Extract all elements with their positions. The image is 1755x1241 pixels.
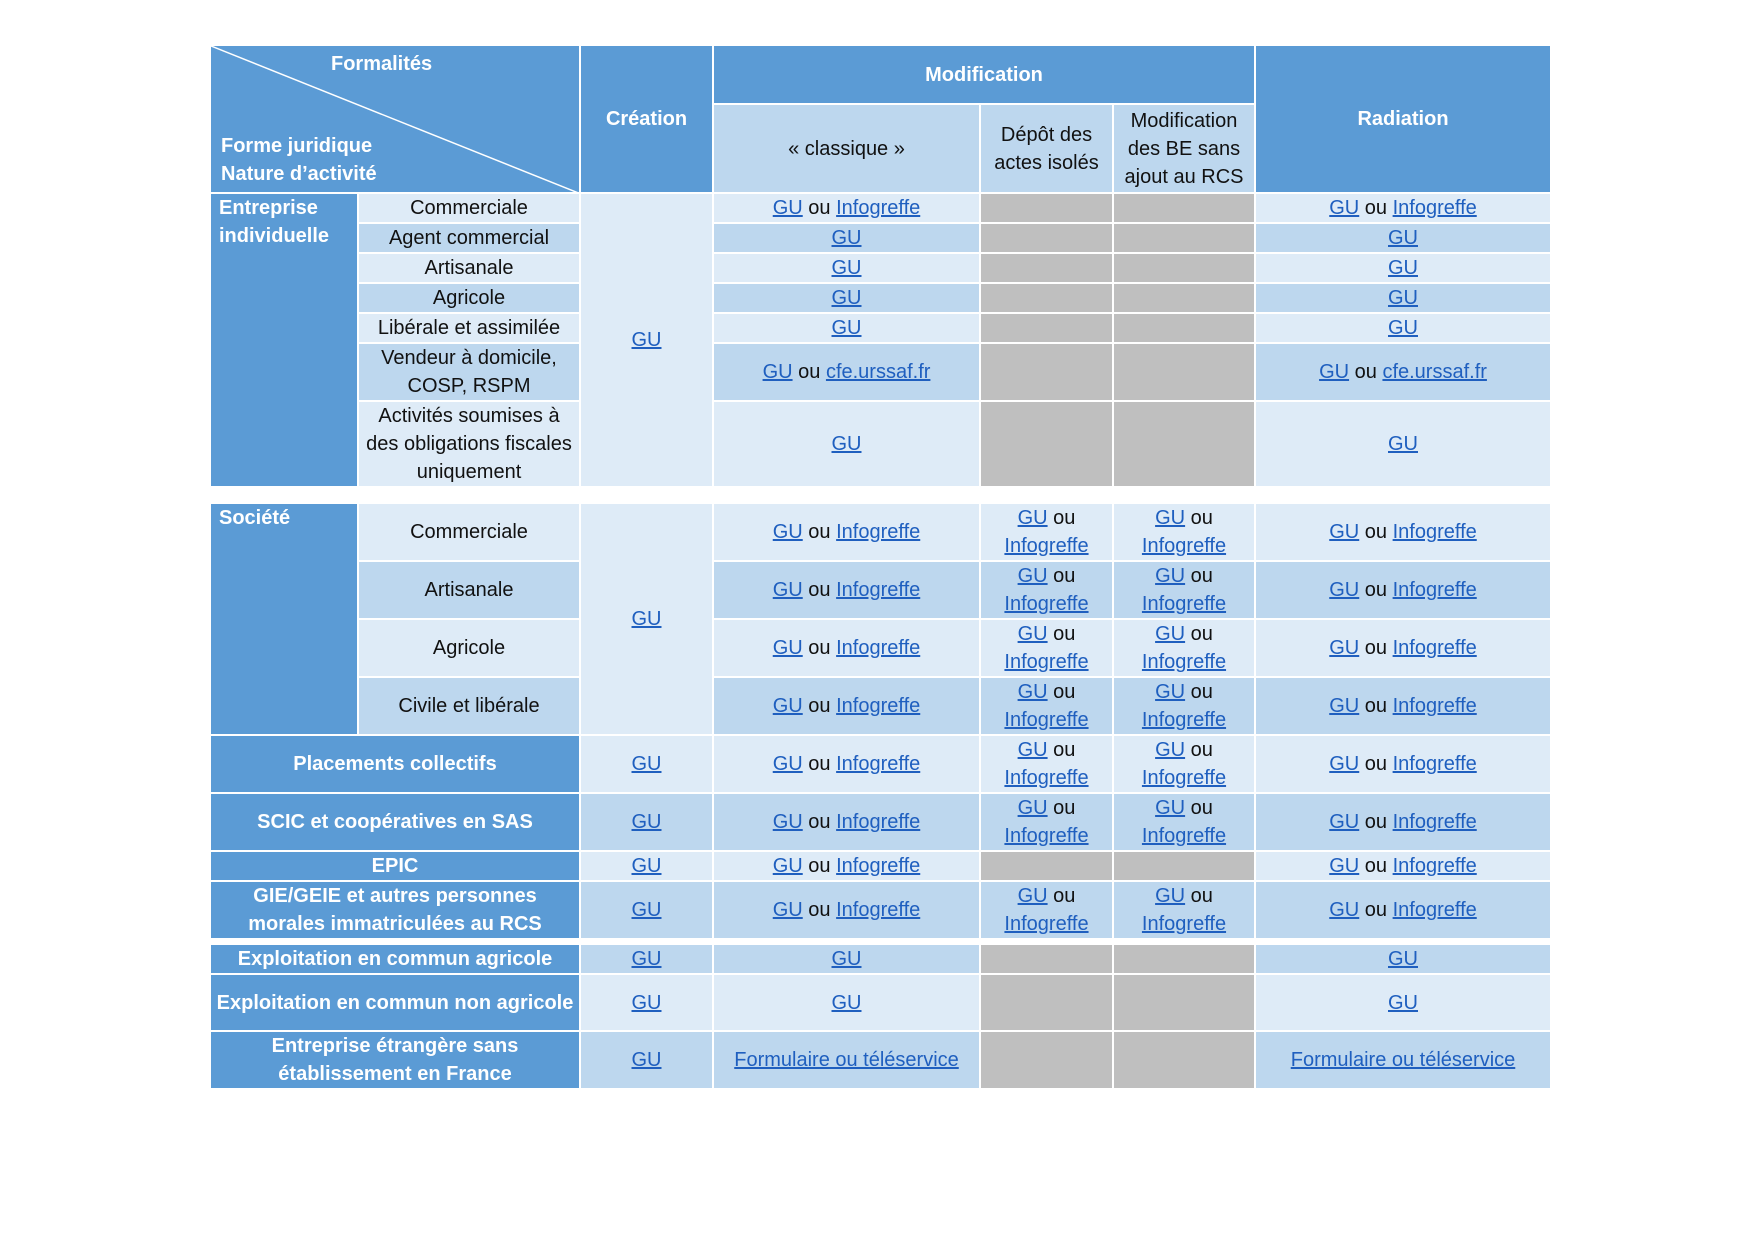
or-text: ou bbox=[808, 899, 831, 921]
classique-cell bbox=[713, 793, 980, 851]
header-nature-activite: Nature d’activité bbox=[221, 163, 377, 185]
creation-cell bbox=[580, 735, 713, 793]
infogreffe-link[interactable]: Infogreffe bbox=[1004, 535, 1089, 557]
row-label: Commerciale bbox=[358, 503, 580, 561]
gu-link[interactable]: GU bbox=[1329, 637, 1360, 659]
gu-link[interactable]: GU bbox=[772, 811, 803, 833]
or-text: ou bbox=[1364, 899, 1388, 921]
or-text: ou bbox=[1364, 521, 1388, 543]
classique-cell bbox=[713, 851, 980, 881]
gu-link[interactable]: GU bbox=[831, 433, 862, 455]
cfe-link[interactable]: cfe.urssaf.fr bbox=[1382, 361, 1487, 383]
radiation-cell bbox=[1255, 343, 1551, 401]
gu-link[interactable]: GU bbox=[1388, 227, 1418, 249]
infogreffe-link[interactable]: Infogreffe bbox=[1392, 855, 1477, 877]
header-modification: Modification bbox=[713, 45, 1255, 104]
creation-cell bbox=[580, 503, 713, 735]
infogreffe-link[interactable]: Infogreffe bbox=[1392, 521, 1477, 543]
creation-cell bbox=[580, 974, 713, 1031]
classique-cell bbox=[713, 677, 980, 735]
or-text: ou bbox=[1053, 739, 1076, 761]
or-text: ou bbox=[808, 855, 831, 877]
gu-link[interactable]: GU bbox=[772, 899, 803, 921]
gu-link[interactable]: GU bbox=[772, 637, 803, 659]
classique-cell bbox=[713, 735, 980, 793]
modif-be-cell bbox=[1113, 619, 1255, 677]
empty-cell bbox=[980, 851, 1113, 881]
modif-be-cell bbox=[1113, 561, 1255, 619]
or-text: ou bbox=[808, 579, 831, 601]
gu-link[interactable]: GU bbox=[1329, 811, 1360, 833]
infogreffe-link[interactable]: Infogreffe bbox=[1392, 899, 1477, 921]
empty-cell bbox=[1113, 944, 1255, 974]
creation-cell bbox=[580, 881, 713, 939]
empty-cell bbox=[1113, 193, 1255, 223]
gu-link[interactable]: GU bbox=[1155, 797, 1186, 819]
empty-cell bbox=[1113, 401, 1255, 487]
radiation-cell bbox=[1255, 401, 1551, 487]
or-text: ou bbox=[808, 521, 831, 543]
or-text: ou bbox=[808, 197, 831, 219]
or-text: ou bbox=[1364, 637, 1388, 659]
radiation-cell bbox=[1255, 561, 1551, 619]
empty-cell bbox=[980, 283, 1113, 313]
gu-link[interactable]: GU bbox=[1388, 287, 1418, 309]
empty-cell bbox=[1113, 313, 1255, 343]
or-text: ou bbox=[808, 811, 831, 833]
or-text: ou bbox=[1190, 797, 1213, 819]
or-text: ou bbox=[1053, 565, 1076, 587]
radiation-cell bbox=[1255, 619, 1551, 677]
radiation-cell bbox=[1255, 793, 1551, 851]
classique-cell bbox=[713, 283, 980, 313]
empty-cell bbox=[980, 401, 1113, 487]
gu-link[interactable]: GU bbox=[1155, 565, 1186, 587]
gu-link[interactable]: GU bbox=[772, 521, 803, 543]
gu-link[interactable]: GU bbox=[1388, 317, 1418, 339]
infogreffe-link[interactable]: Infogreffe bbox=[836, 695, 921, 717]
row-label: Libérale et assimilée bbox=[358, 313, 580, 343]
row-header-entreprise-etrangere: Entreprise étrangère sans établissement en France bbox=[210, 1031, 580, 1089]
infogreffe-link[interactable]: Infogreffe bbox=[836, 753, 921, 775]
radiation-cell bbox=[1255, 253, 1551, 283]
classique-cell bbox=[713, 313, 980, 343]
depot-cell bbox=[980, 561, 1113, 619]
infogreffe-link[interactable]: Infogreffe bbox=[836, 811, 921, 833]
radiation-cell bbox=[1255, 193, 1551, 223]
formulaire-link[interactable]: Formulaire ou téléservice bbox=[734, 1049, 959, 1071]
infogreffe-link[interactable]: Infogreffe bbox=[836, 521, 921, 543]
or-text: ou bbox=[1364, 753, 1388, 775]
empty-cell bbox=[980, 1031, 1113, 1089]
or-text: ou bbox=[1364, 197, 1388, 219]
classique-cell bbox=[713, 401, 980, 487]
depot-cell bbox=[980, 677, 1113, 735]
radiation-cell bbox=[1255, 283, 1551, 313]
header-classique: « classique » bbox=[713, 104, 980, 193]
classique-cell bbox=[713, 881, 980, 939]
or-text: ou bbox=[1354, 361, 1377, 383]
gu-link[interactable]: GU bbox=[772, 197, 803, 219]
modif-be-cell bbox=[1113, 881, 1255, 939]
or-text: ou bbox=[1053, 885, 1076, 907]
row-header-exploitation-agricole: Exploitation en commun agricole bbox=[210, 944, 580, 974]
gu-link[interactable]: GU bbox=[1329, 197, 1360, 219]
or-text: ou bbox=[1053, 681, 1076, 703]
gu-link[interactable]: GU bbox=[631, 855, 662, 877]
row-header-gie: GIE/GEIE et autres personnes morales immatriculées au RCS bbox=[210, 881, 580, 939]
classique-cell bbox=[713, 619, 980, 677]
infogreffe-link[interactable]: Infogreffe bbox=[836, 637, 921, 659]
infogreffe-link[interactable]: Infogreffe bbox=[1392, 695, 1477, 717]
or-text: ou bbox=[798, 361, 821, 383]
radiation-cell bbox=[1255, 944, 1551, 974]
gu-link[interactable]: GU bbox=[1319, 361, 1350, 383]
gu-link[interactable]: GU bbox=[1388, 257, 1418, 279]
gu-link[interactable]: GU bbox=[1017, 885, 1048, 907]
gu-link[interactable]: GU bbox=[831, 287, 862, 309]
creation-cell bbox=[580, 944, 713, 974]
or-text: ou bbox=[1364, 695, 1388, 717]
or-text: ou bbox=[808, 695, 831, 717]
gu-link[interactable]: GU bbox=[1017, 681, 1048, 703]
gu-link[interactable]: GU bbox=[1017, 507, 1048, 529]
or-text: ou bbox=[808, 637, 831, 659]
depot-cell bbox=[980, 793, 1113, 851]
gu-link[interactable]: GU bbox=[1017, 623, 1048, 645]
or-text: ou bbox=[1053, 623, 1076, 645]
gu-link[interactable]: GU bbox=[772, 753, 803, 775]
empty-cell bbox=[980, 974, 1113, 1031]
empty-cell bbox=[980, 944, 1113, 974]
infogreffe-link[interactable]: Infogreffe bbox=[1004, 913, 1089, 935]
depot-cell bbox=[980, 503, 1113, 561]
classique-cell bbox=[713, 1031, 980, 1089]
empty-cell bbox=[980, 193, 1113, 223]
row-header-placements: Placements collectifs bbox=[210, 735, 580, 793]
creation-cell bbox=[580, 851, 713, 881]
modif-be-cell bbox=[1113, 793, 1255, 851]
depot-cell bbox=[980, 619, 1113, 677]
or-text: ou bbox=[1190, 885, 1213, 907]
gu-link[interactable]: GU bbox=[831, 991, 862, 1014]
infogreffe-link[interactable]: Infogreffe bbox=[1141, 767, 1227, 789]
gu-link[interactable]: GU bbox=[1388, 948, 1418, 970]
row-header-scic: SCIC et coopératives en SAS bbox=[210, 793, 580, 851]
infogreffe-link[interactable]: Infogreffe bbox=[1392, 753, 1477, 775]
or-text: ou bbox=[1053, 507, 1076, 529]
gu-link[interactable]: GU bbox=[1017, 739, 1048, 761]
classique-cell bbox=[713, 944, 980, 974]
gu-link[interactable]: GU bbox=[1388, 991, 1418, 1014]
header-creation: Création bbox=[580, 45, 713, 193]
infogreffe-link[interactable]: Infogreffe bbox=[1141, 535, 1227, 557]
classique-cell bbox=[713, 561, 980, 619]
infogreffe-link[interactable]: Infogreffe bbox=[836, 197, 921, 219]
gu-link[interactable]: GU bbox=[631, 991, 662, 1014]
gu-link[interactable]: GU bbox=[1329, 855, 1360, 877]
row-header-epic: EPIC bbox=[210, 851, 580, 881]
empty-cell bbox=[1113, 1031, 1255, 1089]
row-label: Vendeur à domicile, COSP, RSPM bbox=[358, 343, 580, 401]
or-text: ou bbox=[1364, 811, 1388, 833]
empty-cell bbox=[980, 313, 1113, 343]
empty-cell bbox=[1113, 223, 1255, 253]
row-label: Activités soumises à des obligations fiscales uniquement bbox=[358, 401, 580, 487]
or-text: ou bbox=[1190, 623, 1213, 645]
gu-link[interactable]: GU bbox=[1329, 521, 1360, 543]
row-header-exploitation-non-agricole: Exploitation en commun non agricole bbox=[210, 974, 580, 1031]
or-text: ou bbox=[1190, 739, 1213, 761]
row-label: Artisanale bbox=[358, 253, 580, 283]
infogreffe-link[interactable]: Infogreffe bbox=[1141, 913, 1227, 935]
gu-link[interactable]: GU bbox=[1155, 681, 1186, 703]
or-text: ou bbox=[1190, 507, 1213, 529]
gu-link[interactable]: GU bbox=[1017, 797, 1048, 819]
header-forme-juridique: Forme juridique bbox=[221, 135, 373, 157]
table-societe bbox=[209, 502, 1552, 940]
table-entreprise-individuelle bbox=[209, 44, 1552, 488]
or-text: ou bbox=[808, 753, 831, 775]
infogreffe-link[interactable]: Infogreffe bbox=[836, 899, 921, 921]
gu-link[interactable]: GU bbox=[1155, 739, 1186, 761]
header-formalites: Formalités bbox=[331, 53, 433, 75]
radiation-cell bbox=[1255, 223, 1551, 253]
gu-link[interactable]: GU bbox=[1388, 433, 1418, 455]
gu-link[interactable]: GU bbox=[1329, 753, 1360, 775]
gu-link[interactable]: GU bbox=[772, 695, 803, 717]
depot-cell bbox=[980, 881, 1113, 939]
modif-be-cell bbox=[1113, 503, 1255, 561]
infogreffe-link[interactable]: Infogreffe bbox=[1004, 651, 1089, 673]
empty-cell bbox=[980, 343, 1113, 401]
infogreffe-link[interactable]: Infogreffe bbox=[1392, 197, 1477, 219]
row-label: Agricole bbox=[358, 283, 580, 313]
or-text: ou bbox=[1364, 855, 1388, 877]
classique-cell bbox=[713, 253, 980, 283]
gu-link[interactable]: GU bbox=[772, 579, 803, 601]
depot-cell bbox=[980, 735, 1113, 793]
gu-link[interactable]: GU bbox=[631, 811, 662, 833]
modif-be-cell bbox=[1113, 735, 1255, 793]
classique-cell bbox=[713, 974, 980, 1031]
empty-cell bbox=[1113, 974, 1255, 1031]
empty-cell bbox=[1113, 283, 1255, 313]
row-label: Commerciale bbox=[358, 193, 580, 223]
infogreffe-link[interactable]: Infogreffe bbox=[1141, 593, 1227, 615]
classique-cell bbox=[713, 343, 980, 401]
header-depot: Dépôt des actes isolés bbox=[980, 104, 1113, 193]
empty-cell bbox=[1113, 851, 1255, 881]
gu-link[interactable]: GU bbox=[1155, 885, 1186, 907]
gu-link[interactable]: GU bbox=[631, 1049, 662, 1071]
cfe-link[interactable]: cfe.urssaf.fr bbox=[825, 361, 931, 383]
creation-cell bbox=[580, 793, 713, 851]
gu-link[interactable]: GU bbox=[1155, 507, 1186, 529]
or-text: ou bbox=[1190, 565, 1213, 587]
radiation-cell bbox=[1255, 851, 1551, 881]
formulaire-link[interactable]: Formulaire ou téléservice bbox=[1290, 1049, 1516, 1071]
gu-link[interactable]: GU bbox=[631, 948, 662, 970]
infogreffe-link[interactable]: Infogreffe bbox=[1141, 825, 1227, 847]
header-radiation: Radiation bbox=[1255, 45, 1551, 193]
infogreffe-link[interactable]: Infogreffe bbox=[1004, 593, 1089, 615]
radiation-cell bbox=[1255, 313, 1551, 343]
gu-link[interactable]: GU bbox=[831, 227, 862, 249]
table-exploitation bbox=[209, 943, 1552, 1090]
or-text: ou bbox=[1053, 797, 1076, 819]
modif-be-cell bbox=[1113, 677, 1255, 735]
gu-link[interactable]: GU bbox=[772, 855, 803, 877]
radiation-cell bbox=[1255, 503, 1551, 561]
category-entreprise-individuelle: Entreprise individuelle bbox=[210, 193, 358, 487]
gu-link[interactable]: GU bbox=[631, 899, 662, 921]
radiation-cell bbox=[1255, 974, 1551, 1031]
empty-cell bbox=[1113, 253, 1255, 283]
infogreffe-link[interactable]: Infogreffe bbox=[1004, 767, 1089, 789]
empty-cell bbox=[980, 253, 1113, 283]
gu-link[interactable]: GU bbox=[1017, 565, 1048, 587]
header-modif-be: Modification des BE sans ajout au RCS bbox=[1113, 104, 1255, 193]
row-label: Civile et libérale bbox=[358, 677, 580, 735]
gu-link[interactable]: GU bbox=[831, 948, 862, 970]
infogreffe-link[interactable]: Infogreffe bbox=[836, 855, 921, 877]
gu-link[interactable]: GU bbox=[1329, 579, 1360, 601]
gu-link[interactable]: GU bbox=[831, 257, 862, 279]
creation-cell bbox=[580, 193, 713, 487]
classique-cell bbox=[713, 193, 980, 223]
radiation-cell bbox=[1255, 881, 1551, 939]
gu-link[interactable]: GU bbox=[631, 753, 662, 775]
or-text: ou bbox=[1190, 681, 1213, 703]
radiation-cell bbox=[1255, 1031, 1551, 1089]
radiation-cell bbox=[1255, 677, 1551, 735]
infogreffe-link[interactable]: Infogreffe bbox=[1392, 579, 1477, 601]
classique-cell bbox=[713, 503, 980, 561]
gu-link[interactable]: GU bbox=[831, 317, 862, 339]
or-text: ou bbox=[1364, 579, 1388, 601]
infogreffe-link[interactable]: Infogreffe bbox=[1141, 709, 1227, 731]
creation-cell bbox=[580, 1031, 713, 1089]
category-societe: Société bbox=[210, 503, 358, 735]
infogreffe-link[interactable]: Infogreffe bbox=[1004, 825, 1089, 847]
empty-cell bbox=[1113, 343, 1255, 401]
gu-link[interactable]: GU bbox=[631, 608, 662, 630]
row-label: Artisanale bbox=[358, 561, 580, 619]
gu-link[interactable]: GU bbox=[631, 329, 662, 351]
gu-link[interactable]: GU bbox=[1155, 623, 1186, 645]
infogreffe-link[interactable]: Infogreffe bbox=[1392, 637, 1477, 659]
classique-cell bbox=[713, 223, 980, 253]
gu-link[interactable]: GU bbox=[762, 361, 793, 383]
infogreffe-link[interactable]: Infogreffe bbox=[1004, 709, 1089, 731]
infogreffe-link[interactable]: Infogreffe bbox=[836, 579, 921, 601]
radiation-cell bbox=[1255, 735, 1551, 793]
row-label: Agricole bbox=[358, 619, 580, 677]
gu-link[interactable]: GU bbox=[1329, 695, 1360, 717]
infogreffe-link[interactable]: Infogreffe bbox=[1141, 651, 1227, 673]
infogreffe-link[interactable]: Infogreffe bbox=[1392, 811, 1477, 833]
empty-cell bbox=[980, 223, 1113, 253]
gu-link[interactable]: GU bbox=[1329, 899, 1360, 921]
row-label: Agent commercial bbox=[358, 223, 580, 253]
header-corner bbox=[210, 45, 580, 193]
